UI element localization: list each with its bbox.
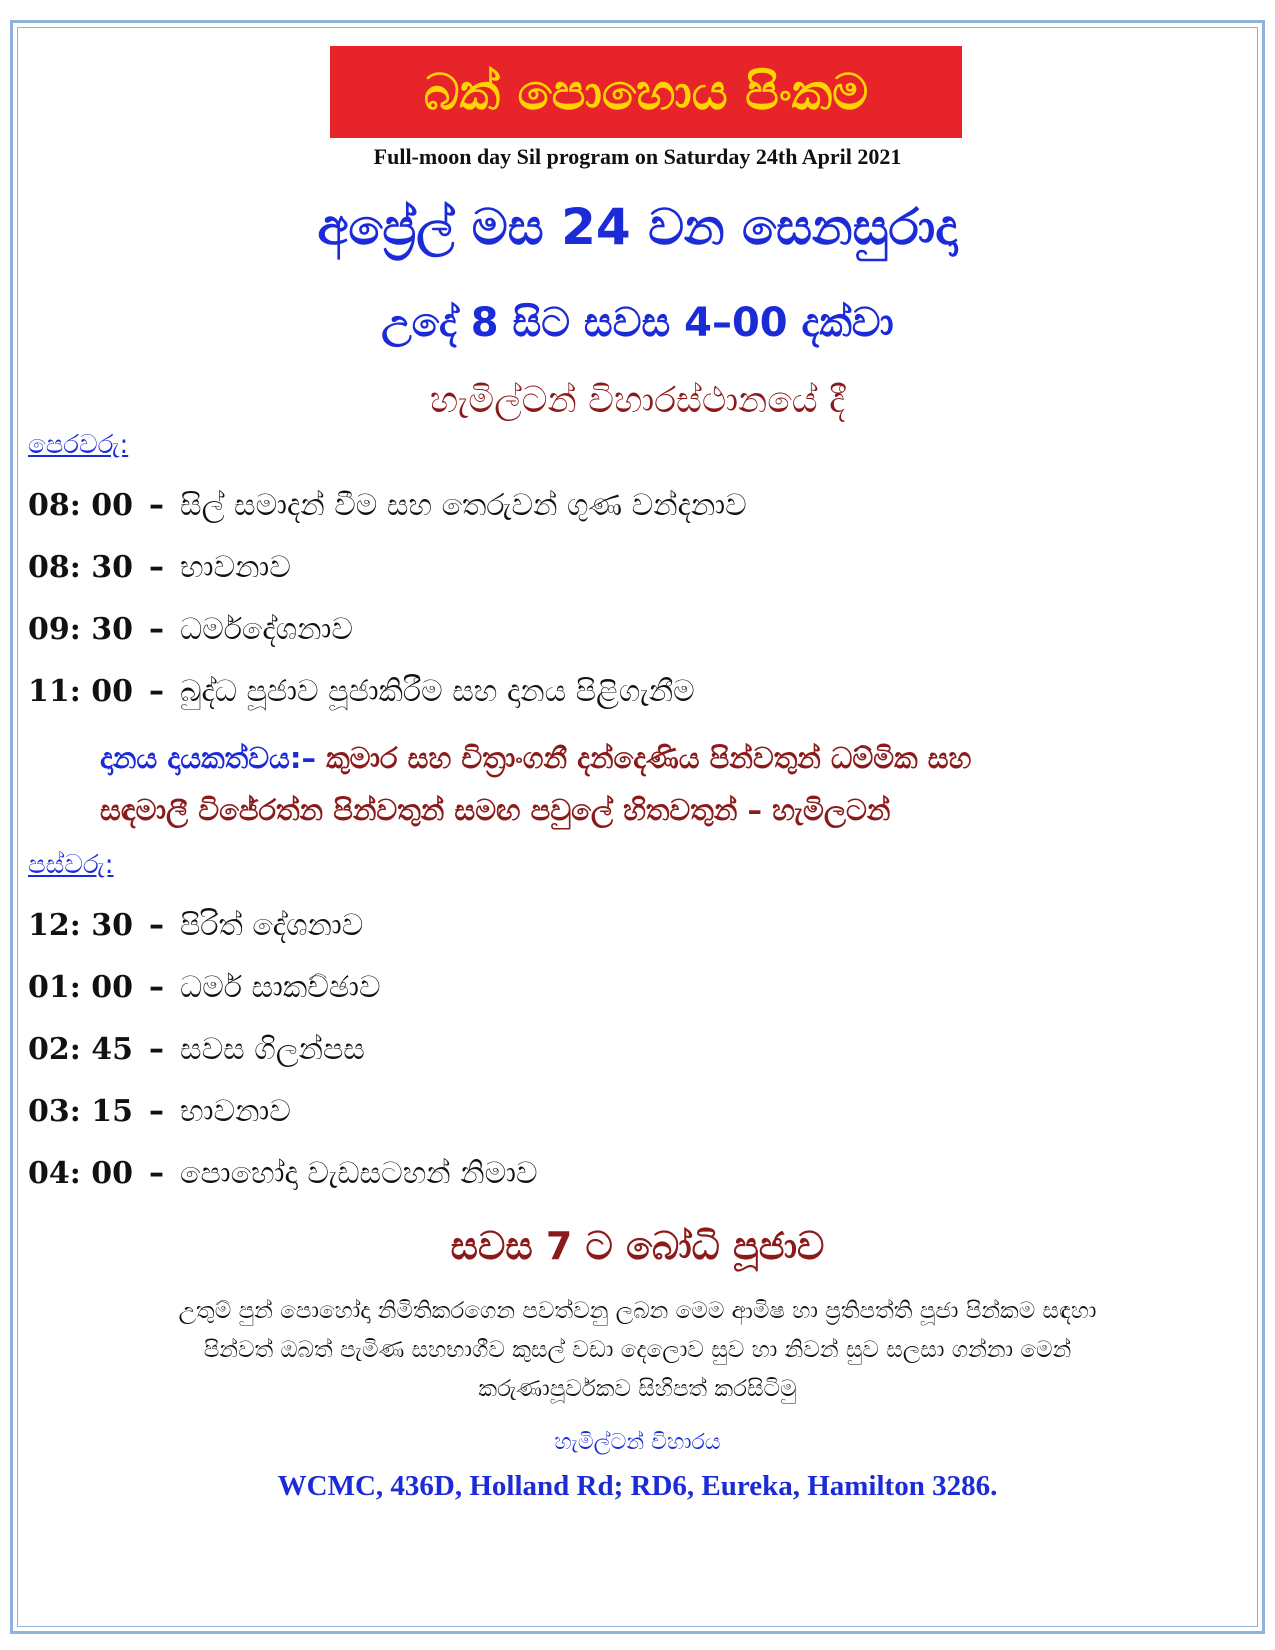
schedule-dash: –: [149, 674, 165, 709]
schedule-time: 08: 30: [28, 550, 134, 585]
english-subtitle: Full-moon day Sil program on Saturday 24th April 2021: [373, 144, 902, 169]
schedule-dash: –: [149, 1156, 165, 1191]
schedule-text: බුද්ධ පූජාව පූජාකිරීම සහ දානය පිළිගැනීම: [180, 674, 695, 709]
schedule-dash: –: [149, 550, 165, 585]
schedule-time: 12: 30: [28, 908, 134, 943]
schedule-text: සිල් සමාදන් වීම සහ තෙරුවන් ගුණ වන්දනාව: [180, 488, 747, 523]
temple-address: WCMC, 436D, Holland Rd; RD6, Eureka, Hamilton 3286.: [277, 1470, 998, 1502]
schedule-text: ධර්මදේශනාව: [180, 612, 353, 647]
schedule-text: සවස ගිලන්පස: [180, 1032, 365, 1067]
schedule-dash: –: [149, 970, 165, 1005]
dana-names-line1: කුමාර සහ චිත්‍රාංගනී දන්දෙණිය පින්වතුන් ධම්මික සහ: [326, 741, 972, 775]
date-line: අප්‍රේල් මස 24 වන සෙනසුරාදා: [317, 198, 958, 256]
schedule-text: ධර්ම සාකච්ඡාව: [180, 970, 381, 1005]
bodhi-puja-line: සවස 7 ට බෝධි පූජාව: [450, 1224, 825, 1268]
schedule-row: [28, 488, 747, 523]
note-line: උතුම් පුන් පොහෝදා නිමිතිකරගෙන පවත්වනු ලබන මෙම ආමිෂ හා ප්‍රතිපත්ති පූජා පින්කම සඳහා: [178, 1298, 1097, 1324]
schedule-text: පිරිත් දේශනාව: [180, 908, 364, 943]
schedule-time: 11: 00: [28, 674, 134, 709]
schedule-text: පොහෝදා වැඩසටහන් නිමාව: [180, 1156, 538, 1191]
schedule-dash: –: [149, 488, 165, 523]
schedule-row: [28, 1156, 538, 1191]
temple-signature: හැමිල්ටන් විහාරය: [554, 1430, 721, 1455]
schedule-time: 09: 30: [28, 612, 134, 647]
schedule-time: 02: 45: [28, 1032, 134, 1067]
schedule-row: [28, 908, 363, 943]
schedule-row: [28, 1094, 291, 1129]
afternoon-heading: පස්වරු:: [28, 850, 114, 880]
dana-names-line2: සඳමාලී විජේරත්න පින්වතුන් සමඟ පවුලේ හිතවතුන් – හැමිලටන්: [100, 793, 891, 827]
schedule-dash: –: [149, 1032, 165, 1067]
venue-line: හැමිල්ටන් විහාරස්ථානයේ දී: [429, 380, 846, 421]
schedule-dash: –: [149, 908, 165, 943]
note-line: පින්වත් ඔබත් පැමිණ සහභාගීව කුසල් වඩා දෙලොව සුව හා නිවන් සුව සලසා ගන්නා මෙන්: [203, 1337, 1072, 1363]
schedule-row: [28, 612, 353, 647]
dana-sponsors: [100, 732, 1240, 836]
title-banner: [330, 46, 962, 138]
schedule-time: 03: 15: [28, 1094, 134, 1129]
schedule-time: 08: 00: [28, 488, 134, 523]
schedule-text: භාවනාව: [180, 550, 291, 585]
schedule-row: [28, 970, 381, 1005]
schedule-row: [28, 674, 695, 709]
invitation-note: [17, 1292, 1258, 1409]
schedule-time: 04: 00: [28, 1156, 134, 1191]
morning-heading: පෙරවරු:: [28, 430, 129, 460]
schedule-dash: –: [149, 1094, 165, 1129]
schedule-time: 01: 00: [28, 970, 134, 1005]
schedule-text: භාවනාව: [180, 1094, 291, 1129]
note-line: කරුණාපූර්වකව සිහිපත් කරසිටිමු: [478, 1376, 797, 1402]
dana-label: දානය දායකත්වය:–: [100, 741, 316, 775]
schedule-dash: –: [149, 612, 165, 647]
time-line: උදේ 8 සිට සවස 4–00 දක්වා: [381, 300, 894, 346]
banner-title: බක් පොහොය පිංකම: [423, 62, 869, 121]
schedule-row: [28, 1032, 365, 1067]
schedule-row: [28, 550, 291, 585]
